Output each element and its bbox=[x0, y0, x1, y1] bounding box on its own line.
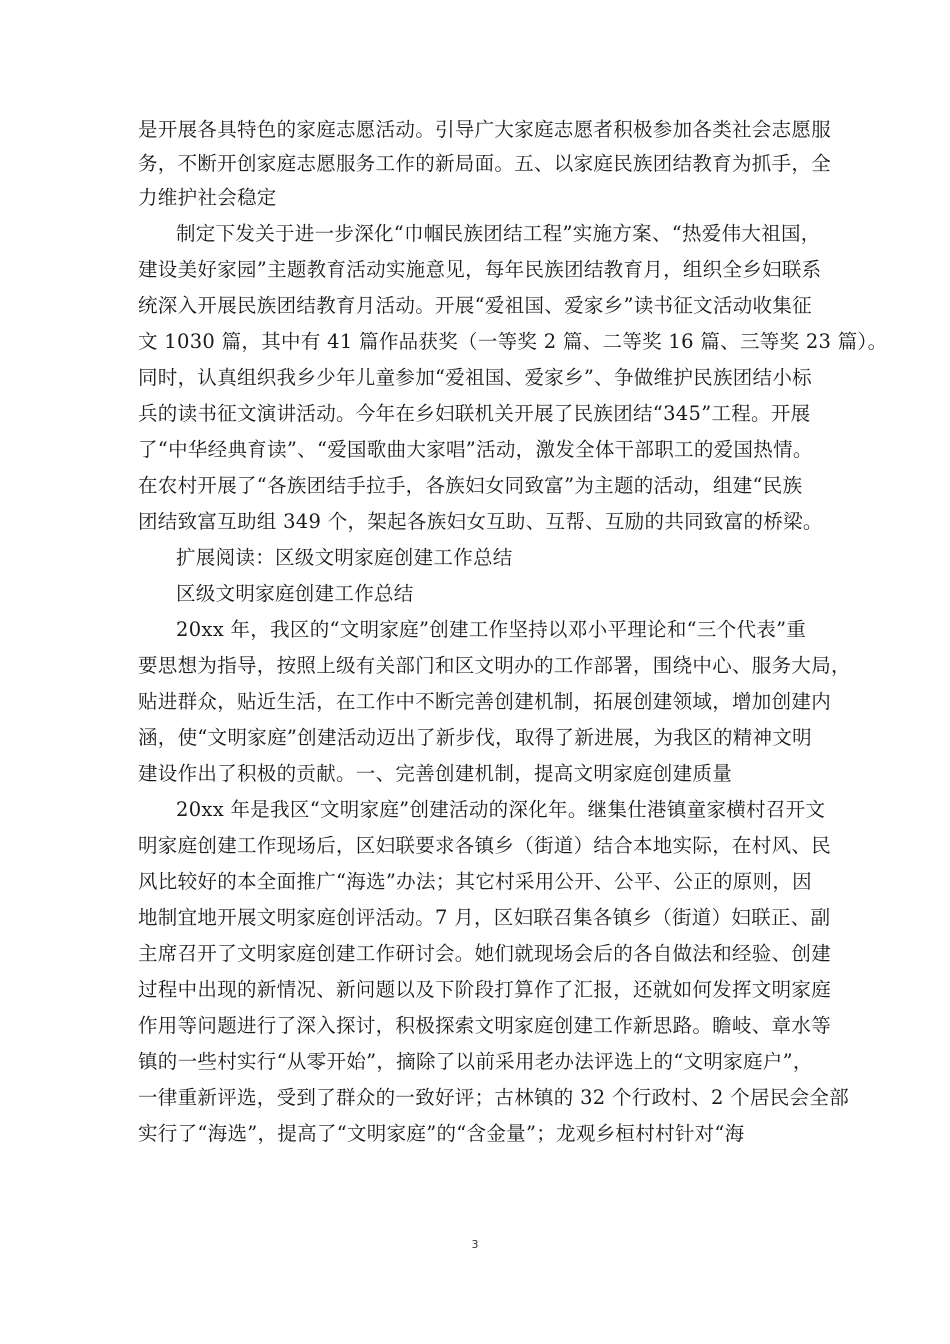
text-line: 风比较好的本全面推广“海选”办法；其它村采用公开、公平、公正的原则，因 bbox=[138, 870, 812, 893]
text-line: 统深入开展民族团结教育月活动。开展“爱祖国、爱家乡”读书征文活动收集征 bbox=[138, 294, 812, 317]
text-line: 文 1030 篇，其中有 41 篇作品获奖（一等奖 2 篇、二等奖 16 篇、三等奖 23 篇）。 bbox=[138, 330, 888, 353]
text-line: 力维护社会稳定 bbox=[138, 186, 277, 209]
text-line: 在农村开展了“各族团结手拉手，各族妇女同致富”为主题的活动，组建“民族 bbox=[138, 474, 803, 497]
text-line: 明家庭创建工作现场后，区妇联要求各镇乡（街道）结合本地实际，在村风、民 bbox=[138, 834, 832, 857]
page-number: 3 bbox=[471, 1238, 479, 1251]
text-line: 涵，使“文明家庭”创建活动迈出了新步伐，取得了新进展，为我区的精神文明 bbox=[138, 726, 812, 749]
text-line: 一律重新评选，受到了群众的一致好评；古林镇的 32 个行政村、2 个居民会全部 bbox=[138, 1086, 850, 1109]
text-line: 务，不断开创家庭志愿服务工作的新局面。五、以家庭民族团结教育为抓手，全 bbox=[138, 152, 832, 175]
text-line: 作用等问题进行了深入探讨，积极探索文明家庭创建工作新思路。瞻岐、章水等 bbox=[138, 1014, 832, 1037]
text-line: 镇的一些村实行“从零开始”，摘除了以前采用老办法评选上的“文明家庭户”， bbox=[138, 1050, 813, 1073]
text-line: 制定下发关于进一步深化“巾帼民族团结工程”实施方案、“热爱伟大祖国， bbox=[176, 222, 821, 245]
text-line: 兵的读书征文演讲活动。今年在乡妇联机关开展了民族团结“345”工程。开展 bbox=[138, 402, 811, 425]
text-line: 要思想为指导，按照上级有关部门和区文明办的工作部署，围绕中心、服务大局， bbox=[138, 654, 851, 677]
text-line: 扩展阅读：区级文明家庭创建工作总结 bbox=[176, 546, 513, 569]
text-line: 建设美好家园”主题教育活动实施意见，每年民族团结教育月，组织全乡妇联系 bbox=[138, 258, 822, 281]
text-line: 20xx 年，我区的“文明家庭”创建工作坚持以邓小平理论和“三个代表”重 bbox=[176, 618, 807, 641]
text-line: 团结致富互助组 349 个，架起各族妇女互助、互帮、互励的共同致富的桥梁。 bbox=[138, 510, 823, 533]
text-line: 地制宜地开展文明家庭创评活动。7 月，区妇联召集各镇乡（街道）妇联正、副 bbox=[138, 906, 831, 929]
text-line: 区级文明家庭创建工作总结 bbox=[176, 582, 414, 605]
text-line: 20xx 年是我区“文明家庭”创建活动的深化年。继集仕港镇童家横村召开文 bbox=[176, 798, 826, 821]
text-line: 实行了“海选”，提高了“文明家庭”的“含金量”；龙观乡桓村村针对“海 bbox=[138, 1122, 745, 1145]
text-line: 主席召开了文明家庭创建工作研讨会。她们就现场会后的各自做法和经验、创建 bbox=[138, 942, 832, 965]
text-line: 贴进群众，贴近生活，在工作中不断完善创建机制，拓展创建领域，增加创建内 bbox=[138, 690, 832, 713]
text-line: 过程中出现的新情况、新问题以及下阶段打算作了汇报，还就如何发挥文明家庭 bbox=[138, 978, 832, 1001]
text-line: 建设作出了积极的贡献。一、完善创建机制，提高文明家庭创建质量 bbox=[138, 762, 733, 785]
text-line: 是开展各具特色的家庭志愿活动。引导广大家庭志愿者积极参加各类社会志愿服 bbox=[138, 118, 832, 141]
text-line: 同时，认真组织我乡少年儿童参加“爱祖国、爱家乡”、争做维护民族团结小标 bbox=[138, 366, 812, 389]
text-line: 了“中华经典育读”、“爱国歌曲大家唱”活动，激发全体干部职工的爱国热情。 bbox=[138, 438, 813, 461]
